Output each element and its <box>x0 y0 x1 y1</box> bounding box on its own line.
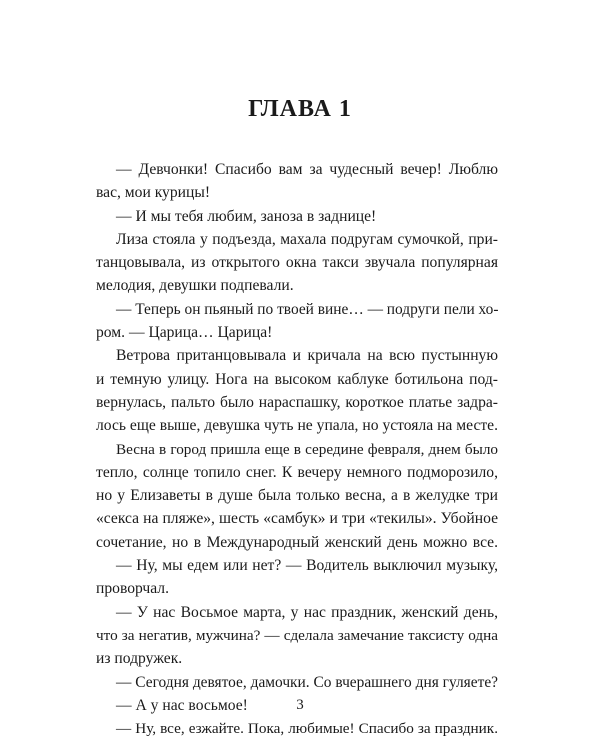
text-line: Лиза стояла у подъезда, махала подругам сумочкой, при- <box>116 230 498 248</box>
chapter-body <box>96 158 498 740</box>
text-line: лось еще выше, девушка чуть не упала, но устояла на месте. <box>96 417 498 435</box>
text-line: тепло, солнце топило снег. К вечеру немного подморозило, <box>96 463 498 481</box>
text-line: — И мы тебя любим, заноза в заднице! <box>116 207 377 225</box>
text-line: «секса на пляже», шесть «самбук» и три «текилы». Убойное <box>96 510 498 528</box>
text-line: что за негатив, мужчина? — сделала замечание таксисту одна <box>96 626 498 644</box>
text-line: ром. — Царица… Царица! <box>96 324 273 342</box>
text-line: мелодия, девушки подпевали. <box>96 277 294 295</box>
text-line: — Сегодня девятое, дамочки. Со вчерашнего дня гуляете? <box>116 673 498 691</box>
text-line: и темную улицу. Нога на высоком каблуке ботильона под- <box>96 370 498 388</box>
text-line: сочетание, но в Международный женский день можно все. <box>96 533 498 551</box>
text-line: — А у нас восьмое! <box>116 696 248 714</box>
text-line: Весна в город пришла еще в середине февраля, днем было <box>116 440 498 458</box>
text-line: — Теперь он пьяный по твоей вине… — подруги пели хо- <box>116 300 499 318</box>
text-line: — Ну, мы едем или нет? — Водитель выключил музыку, <box>116 557 498 575</box>
text-line: вас, мои курицы! <box>96 184 211 202</box>
text-line: но у Елизаветы в душе была только весна, а в желудке три <box>96 487 498 505</box>
text-line: танцовывала, из открытого окна такси звучала популярная <box>96 254 498 272</box>
page-number: 3 <box>296 697 304 713</box>
text-line: — Ну, все, езжайте. Пока, любимые! Спасибо за праздник. <box>116 720 498 738</box>
text-line: вернулась, пальто было нараспашку, короткое платье задра- <box>96 393 498 411</box>
text-line: — Девчонки! Спасибо вам за чудесный вечер! Люблю <box>116 161 498 178</box>
text-line: из подружек. <box>96 650 183 668</box>
text-line: — У нас Восьмое марта, у нас праздник, женский день, <box>116 603 498 621</box>
chapter-title: ГЛАВА 1 <box>248 96 352 122</box>
text-line: Ветрова пританцовывала и кричала на всю пустынную <box>116 347 498 365</box>
text-line: проворчал. <box>96 580 169 598</box>
